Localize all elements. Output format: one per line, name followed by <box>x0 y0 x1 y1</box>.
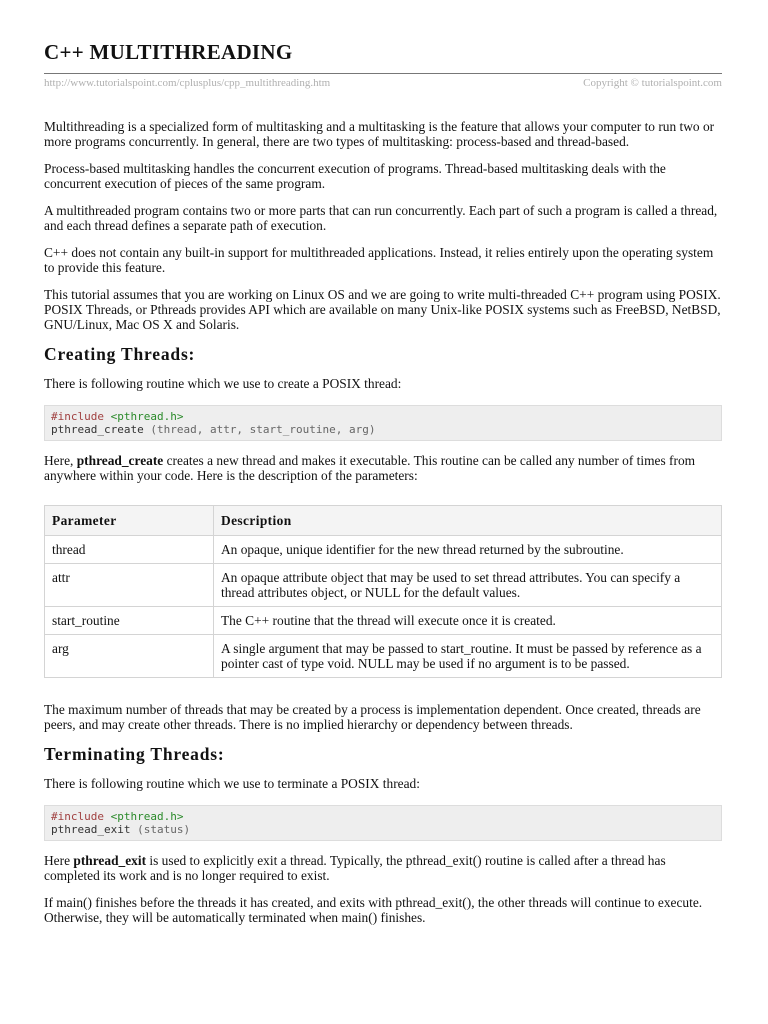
source-url[interactable]: http://www.tutorialspoint.com/cplusplus/cpp_multithreading.htm <box>44 77 331 89</box>
description-cell: An opaque attribute object that may be used to set thread attributes. You can specify a thread attributes object, or NULL for the default values. <box>214 564 722 607</box>
parameter-cell: attr <box>45 564 214 607</box>
parameter-cell: arg <box>45 635 214 678</box>
closing-paragraph: If main() finishes before the threads it has created, and exits with pthread_exit(), the other threads will continue to execute. Otherwise, they will be automatically terminated when main() finishes. <box>44 895 703 925</box>
document-page <box>44 40 722 925</box>
intro-paragraph: C++ does not contain any built-in support for multithreaded applications. Instead, it relies entirely upon the operating system to provide this feature. <box>44 245 714 275</box>
table-row <box>45 607 722 635</box>
table-row <box>45 635 722 678</box>
code-header: <pthread.h> <box>110 410 184 423</box>
text-fragment: is used to explicitly exit a thread. Typically, the pthread_exit() routine is called after a thread has completed its work and is no longer required to exist. <box>44 853 666 883</box>
threads-limit-paragraph: The maximum number of threads that may be created by a process is implementation dependent. Once created, threads are peers, and may create other threads. There is no implied hierarchy or dependency between threads. <box>44 702 701 732</box>
parameter-cell: start_routine <box>45 607 214 635</box>
parameters-table <box>44 505 722 678</box>
code-line <box>51 423 715 436</box>
description-cell: A single argument that may be passed to start_routine. It must be passed by reference as a pointer cast of type void. NULL may be used if no argument is to be passed. <box>214 635 722 678</box>
code-block-exit <box>44 805 722 841</box>
function-name: pthread_exit <box>73 853 147 868</box>
table-header-row <box>45 506 722 536</box>
terminating-lead: There is following routine which we use to terminate a POSIX thread: <box>44 776 420 791</box>
column-header: Parameter <box>45 506 214 536</box>
code-line <box>51 810 715 823</box>
section-heading-terminating: Terminating Threads: <box>44 744 225 764</box>
header-meta <box>44 77 722 89</box>
creating-lead: There is following routine which we use to create a POSIX thread: <box>44 376 402 391</box>
table-row <box>45 564 722 607</box>
section-heading-creating: Creating Threads: <box>44 344 196 364</box>
terminating-description <box>44 853 722 883</box>
header-divider <box>44 73 722 74</box>
function-name: pthread_create <box>76 453 164 468</box>
creating-description <box>44 453 722 483</box>
table-row <box>45 536 722 564</box>
column-header: Description <box>214 506 722 536</box>
text-fragment: Here, <box>44 453 77 468</box>
intro-paragraph: Multithreading is a specialized form of multitasking and a multitasking is the feature that allows your computer to run two or more programs concurrently. In general, there are two types of multitasking: process-based and thread-based. <box>44 119 715 149</box>
code-line <box>51 823 715 836</box>
copyright-notice: Copyright © tutorialspoint.com <box>583 77 722 89</box>
description-cell: An opaque, unique identifier for the new thread returned by the subroutine. <box>214 536 722 564</box>
code-line <box>51 410 715 423</box>
code-function: pthread_create <box>51 423 144 436</box>
code-function: pthread_exit <box>51 823 131 836</box>
intro-paragraph: Process-based multitasking handles the concurrent execution of programs. Thread-based multitasking deals with the concurrent execution of pieces of the same program. <box>44 161 666 191</box>
parameter-cell: thread <box>45 536 214 564</box>
text-fragment: creates a new thread and makes it executable. This routine can be called any number of times from anywhere within your code. Here is the description of the parameters: <box>44 453 696 483</box>
intro-paragraph: A multithreaded program contains two or more parts that can run concurrently. Each part of such a program is called a thread, and each thread defines a separate path of execution. <box>44 203 718 233</box>
code-header: <pthread.h> <box>110 810 184 823</box>
intro-paragraph: This tutorial assumes that you are working on Linux OS and we are going to write multi-threaded C++ program using POSIX. POSIX Threads, or Pthreads provides API which are available on many Unix-like POSIX systems such as FreeBSD, NetBSD, GNU/Linux, Mac OS X and Solaris. <box>44 287 721 332</box>
code-directive: #include <box>51 410 104 423</box>
description-cell: The C++ routine that the thread will execute once it is created. <box>214 607 722 635</box>
code-arguments: (status) <box>137 823 191 836</box>
code-arguments: (thread, attr, start_routine, arg) <box>150 423 376 436</box>
page-title: C++ MULTITHREADING <box>44 40 293 64</box>
code-directive: #include <box>51 810 104 823</box>
text-fragment: Here <box>44 853 74 868</box>
code-block-create <box>44 405 722 441</box>
